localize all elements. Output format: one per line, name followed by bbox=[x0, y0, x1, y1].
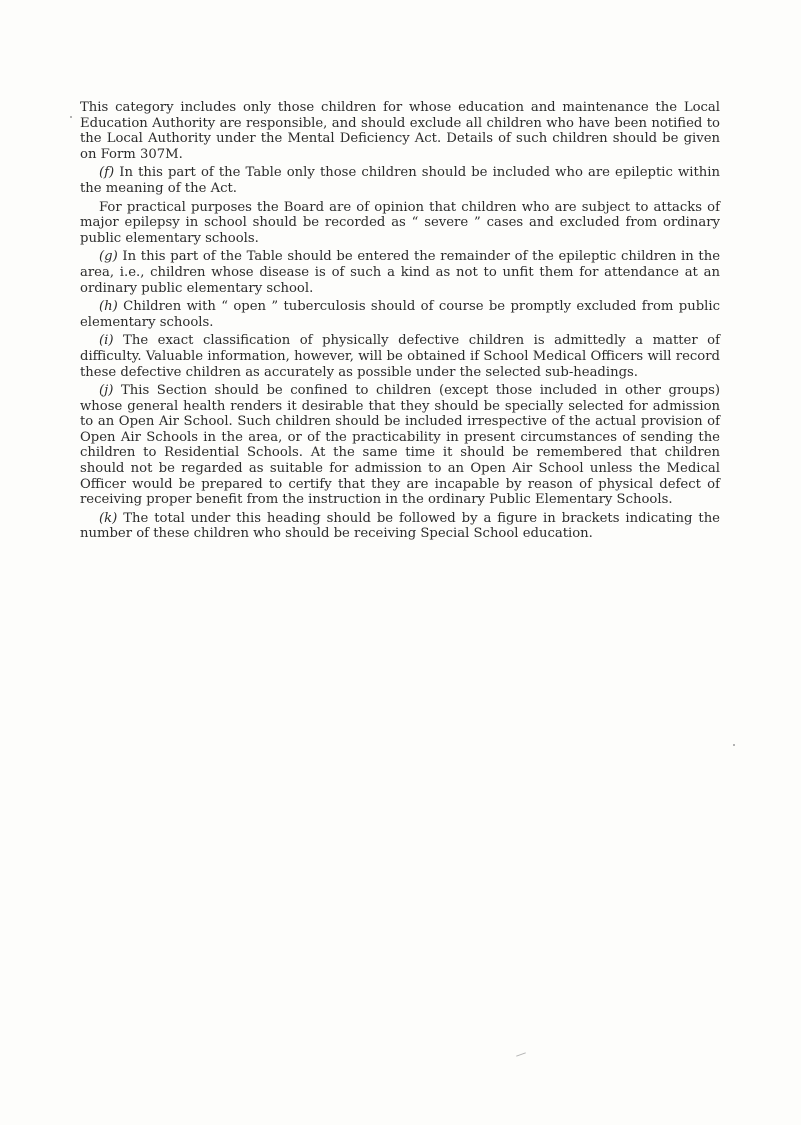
paragraph-text: The exact classification of physically defective children is admittedly a matter of difficulty. Valuable information, however, will be obtained if School Medical Officers will record these defective children as accurately as possible under the selected sub-headings. bbox=[80, 333, 720, 380]
paragraph-h bbox=[80, 299, 720, 330]
paragraph-i bbox=[80, 333, 720, 380]
paragraph-j bbox=[80, 383, 720, 508]
page-speck bbox=[733, 744, 735, 746]
margin-speck bbox=[70, 116, 72, 118]
paragraph-label: (k) bbox=[99, 510, 118, 526]
paragraph-text: In this part of the Table only those children should be included who are epileptic within the meaning of the Act. bbox=[80, 165, 720, 196]
document-body bbox=[80, 100, 720, 545]
paragraph-label: (g) bbox=[99, 249, 118, 265]
paragraph-text: This category includes only those children for whose education and maintenance the Local Education Authority are responsible, and should exclude all children who have been notified to the Local Authority under the Mental Deficiency Act. Details of such children should be given on Form 307M. bbox=[80, 100, 720, 162]
paragraph-label: (f) bbox=[99, 165, 115, 181]
paragraph-label: (h) bbox=[99, 299, 118, 315]
paragraph-text: For practical purposes the Board are of opinion that children who are subject to attacks of major epilepsy in school should be recorded as “ severe ” cases and excluded from ordinary public elementary schools. bbox=[80, 199, 720, 246]
paragraph-text: Children with “ open ” tuberculosis should of course be promptly excluded from public elementary schools. bbox=[80, 299, 720, 330]
paragraph-label: (j) bbox=[99, 383, 114, 399]
paragraph-k bbox=[80, 511, 720, 542]
paragraph-label: (i) bbox=[99, 333, 114, 349]
paragraph-text: This Section should be confined to children (except those included in other groups) whose general health renders it desirable that they should be specially selected for admission to an Open Air School. Such children should be included irrespective of the actual provision of Open Air Schools in the area, or of the practicability in present circumstances of sending the children to Residential Schools. At the same time it should be remembered that children should not be regarded as suitable for admission to an Open Air School unless the Medical Officer would be prepared to certify that they are incapable by reason of physical defect of receiving proper benefit from the instruction in the ordinary Public Elementary Schools. bbox=[80, 383, 720, 508]
paragraph-practical-purposes bbox=[80, 200, 720, 247]
paragraph-intro bbox=[80, 100, 720, 162]
page-scratch bbox=[516, 1052, 526, 1056]
paragraph-f bbox=[80, 165, 720, 196]
paragraph-text: In this part of the Table should be entered the remainder of the epileptic children in the area, i.e., children whose disease is of such a kind as not to unfit them for attendance at an ordinary public elementary school. bbox=[80, 249, 720, 296]
paragraph-g bbox=[80, 249, 720, 296]
paragraph-text: The total under this heading should be followed by a figure in brackets indicating the number of these children who should be receiving Special School education. bbox=[80, 510, 720, 542]
